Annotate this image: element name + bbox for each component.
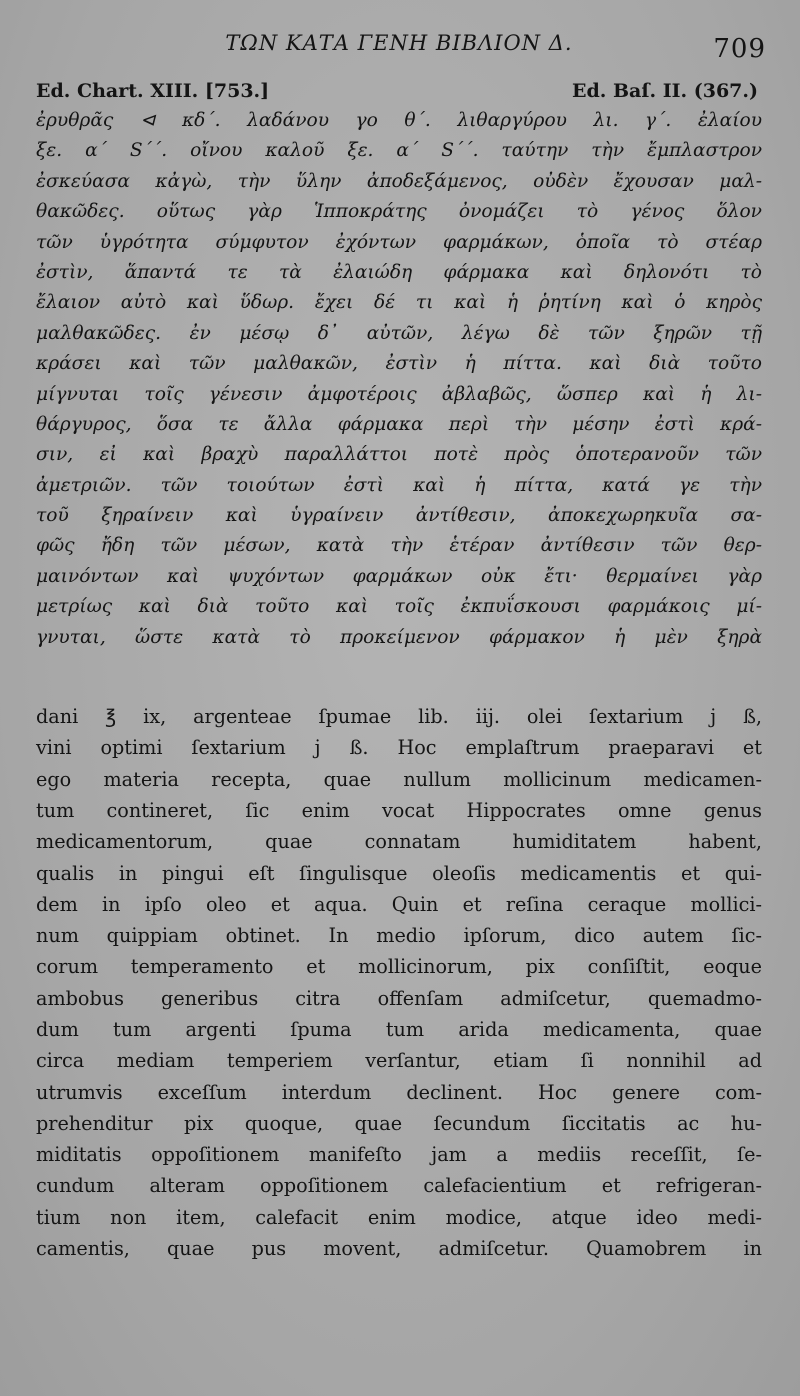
latin-line: dani ℥ ix, argenteae ſpumae lib. iij. olei ſextarium j ß, [36,705,762,729]
latin-line: ambobus generibus citra offenſam admiſcetur, quemadmo- [36,986,762,1010]
greek-line: μίγνυται τοῖς γένεσιν ἀμφοτέροις ἀβλαβῶς, ὥσπερ καὶ ἡ λι- [36,383,762,405]
greek-line: μαινόντων καὶ ψυχόντων φαρμάκων οὐκ ἔτι· θερμαίνει γὰρ [36,565,762,587]
edition-basel: Ed. Baſ. II. (367.) [571,80,758,102]
latin-line: num quippiam obtinet. In medio ipſorum, dico autem ſic- [36,924,762,948]
latin-line: qualis in pingui eſt ſingulisque oleoſis medicamentis et qui- [36,861,762,885]
greek-line: μετρίως καὶ διὰ τοῦτο καὶ τοῖς ἐκπυΐσκουσι φαρμάκοις μί- [36,596,762,618]
latin-line: vini optimi ſextarium j ß. Hoc emplaſtrum praeparavi et [36,736,762,760]
latin-line: utrumvis exceſſum interdum declinent. Hoc genere com- [36,1080,762,1104]
greek-line: τῶν ὑγρότητα σύμφυτον ἐχόντων φαρμάκων, ὁποῖα τὸ στέαρ [36,231,762,253]
edition-chartier: Ed. Chart. XIII. [753.] [36,80,270,102]
greek-line: τοῦ ξηραίνειν καὶ ὑγραίνειν ἀντίθεσιν, ἀποκεχωρηκυῖα σα- [36,505,762,527]
greek-line: ἀμετριῶν. τῶν τοιούτων ἐστὶ καὶ ἡ πίττα, κατά γε τὴν [36,474,762,496]
greek-line: ἐσκεύασα κἀγὼ, τὴν ὕλην ἀποδεξάμενος, οὐδὲν ἔχουσαν μαλ- [36,170,762,192]
greek-line: θακῶδες. οὕτως γὰρ Ἱπποκράτης ὀνομάζει τὸ γένος ὅλον [36,201,762,223]
greek-line: ἐρυθρᾶς ⊲ κδ΄. λαδάνου γο θ΄. λιθαργύρου λι. γ΄. ἐλαίου [36,110,762,131]
greek-line: κράσει καὶ τῶν μαλθακῶν, ἐστὶν ἡ πίττα. καὶ διὰ τοῦτο [36,353,762,375]
greek-line: μαλθακῶδες. ἐν μέσῳ δ᾽ αὐτῶν, λέγω δὲ τῶν ξηρῶν τῇ [36,322,762,344]
greek-line: ἐστὶν, ἅπαντά τε τὰ ἐλαιώδη φάρμακα καὶ δηλονότι τὸ [36,261,762,283]
greek-line: σιν, εἰ καὶ βραχὺ παραλλάττοι ποτὲ πρὸς ὁποτερανοῦν τῶν [36,444,762,466]
edition-line [36,78,762,104]
latin-line: corum temperamento et mollicinorum, pix conſiſtit, eoque [36,955,762,979]
latin-line: cundum alteram oppoſitionem calefacientium et refrigeran- [36,1174,762,1198]
greek-line: θάργυρος, ὅσα τε ἄλλα φάρμακα περὶ τὴν μέσην ἐστὶ κρά- [36,413,762,435]
page-number: 709 [713,34,766,64]
latin-line: medicamentorum, quae connatam humiditatem habent, [36,830,762,854]
latin-line: miditatis oppoſitionem manifeſto jam a mediis receſſit, ſe- [36,1143,762,1167]
latin-line: dem in ipſo oleo et aqua. Quin et reſina ceraque mollici- [36,892,762,916]
latin-line: prehenditur pix quoque, quae ſecundum ſiccitatis ac hu- [36,1111,762,1135]
latin-line: tium non item, calefacit enim modice, atque ideo medi- [36,1205,762,1229]
greek-line: γνυται, ὥστε κατὰ τὸ προκείμενον φάρμακον ἡ μὲν ξηρὰ [36,626,762,648]
latin-line: tum contineret, ſic enim vocat Hippocrates omne genus [36,798,762,822]
latin-line: ego materia recepta, quae nullum mollicinum medicamen- [36,767,762,791]
latin-text-block [36,701,762,1264]
latin-line: camentis, quae pus movent, admiſcetur. Quamobrem in [36,1237,762,1261]
greek-line: φῶς ἤδη τῶν μέσων, κατὰ τὴν ἑτέραν ἀντίθεσιν τῶν θερ- [36,535,762,557]
latin-line: dum tum argenti ſpuma tum arida medicamenta, quae [36,1018,762,1041]
greek-line: ξε. α΄ S΄΄. οἴνου καλοῦ ξε. α΄ S΄΄. ταύτην τὴν ἔμπλαστρον [36,140,762,162]
greek-text-block [36,106,762,653]
greek-line: ἔλαιον αὐτὸ καὶ ὕδωρ. ἔχει δέ τι καὶ ἡ ῥητίνη καὶ ὁ κηρὸς [36,292,762,314]
latin-line: circa mediam temperiem verſantur, etiam ſi nonnihil ad [36,1049,762,1073]
running-title: ΤΩΝ ΚΑΤΑ ΓΕΝΗ ΒΙΒΛΙΟΝ Δ. [225,31,573,55]
